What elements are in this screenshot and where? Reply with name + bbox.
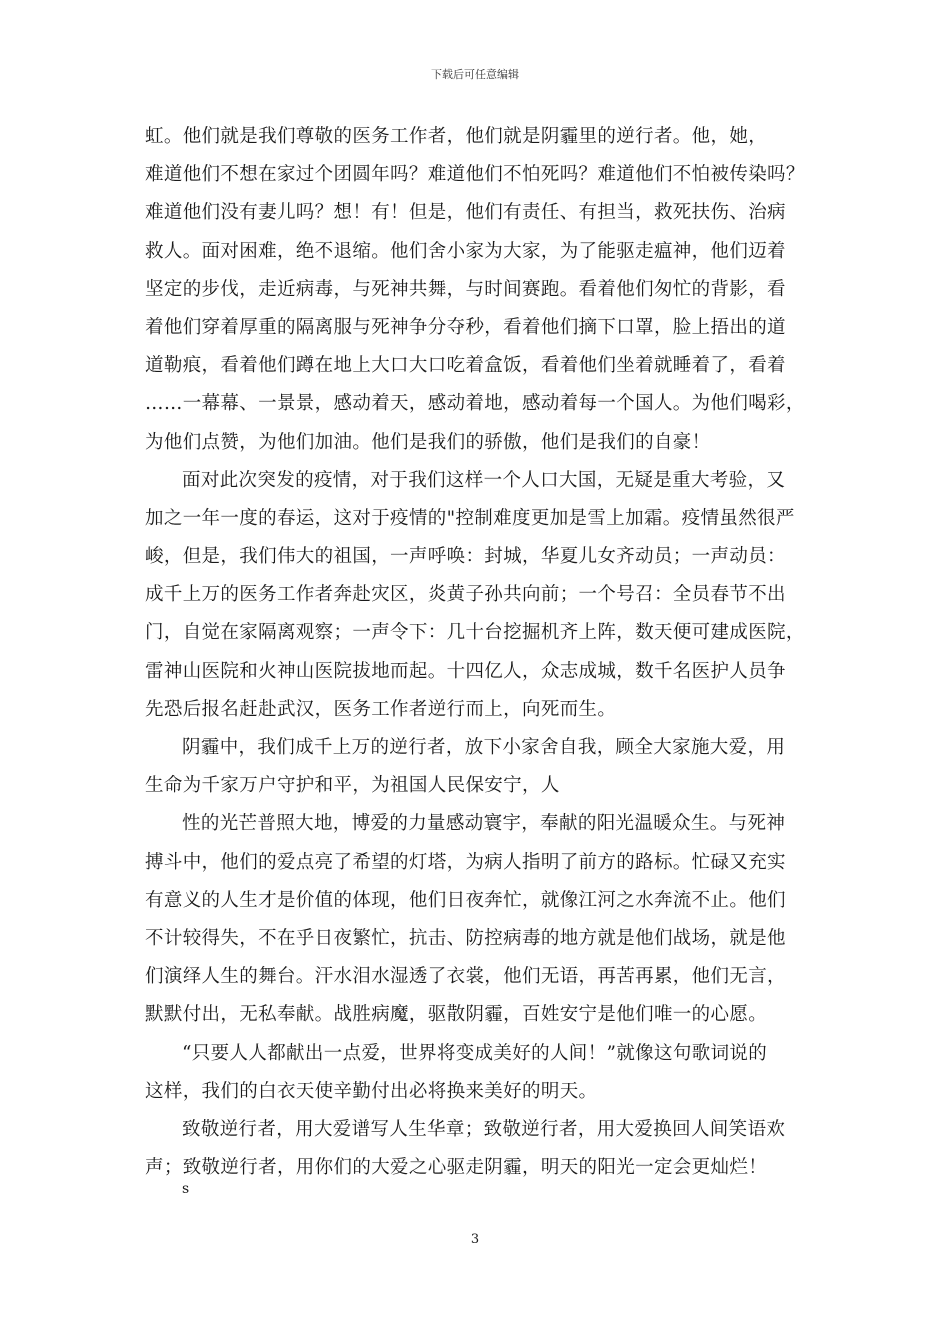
paragraph-start-line: 面对此次突发的疫情，对于我们这样一个人口大国，无疑是重大考验，又 xyxy=(182,469,786,491)
text-line: 生命为千家万户守护和平，为祖国人民保安宁，人 xyxy=(145,775,560,797)
document-body xyxy=(145,118,825,1187)
text-line: 道勒痕，看着他们蹲在地上大口大口吃着盒饭，看着他们坐着就睡着了，看着 xyxy=(145,355,786,377)
text-line: 雷神山医院和火神山医院拔地而起。十四亿人，众志成城，数千名医护人员争 xyxy=(145,660,786,682)
text-line: 有意义的人生才是价值的体现，他们日夜奔忙，就像江河之水奔流不止。他们 xyxy=(145,889,786,911)
paragraph-start-line: 致敬逆行者，用大爱谱写人生华章；致敬逆行者，用大爱换回人间笑语欢 xyxy=(182,1118,786,1140)
paragraph-start-line: 阴霾中，我们成千上万的逆行者，放下小家舍自我，顾全大家施大爱，用 xyxy=(182,737,786,758)
text-line: 救人。面对困难，绝不退缩。他们舍小家为大家，为了能驱走瘟神，他们迈着 xyxy=(145,240,786,262)
text-line: 这样，我们的白衣天使辛勤付出必将换来美好的明天。 xyxy=(145,1080,598,1102)
text-line: 先恐后报名赶赴武汉，医务工作者逆行而上，向死而生。 xyxy=(145,698,617,720)
text-line: ……一幕幕、一景景，感动着天，感动着地，感动着每一个国人。为他们喝彩， xyxy=(145,393,805,415)
text-line: 不计较得失，不在乎日夜繁忙，抗击、防控病毒的地方就是他们战场，就是他 xyxy=(145,927,786,949)
paragraph-start-line: “只要人人都献出一点爱，世界将变成美好的人间！”就像这句歌词说的 xyxy=(182,1042,768,1064)
text-line: 默默付出，无私奉献。战胜病魔，驱散阴霾，百姓安宁是他们唯一的心愿。 xyxy=(145,1004,768,1026)
text-line: 难道他们不想在家过个团圆年吗？难道他们不怕死吗？难道他们不怕被传染吗？ xyxy=(145,164,805,186)
text-line: 门，自觉在家隔离观察；一声令下：几十台挖掘机齐上阵，数天便可建成医院， xyxy=(145,622,805,644)
text-line: 峻，但是，我们伟大的祖国，一声呼唤：封城，华夏儿女齐动员；一声动员： xyxy=(145,546,786,568)
page-number: 3 xyxy=(470,1232,480,1247)
page-header: 下载后可任意编辑 xyxy=(431,68,519,81)
stray-marker: s xyxy=(182,1181,190,1197)
text-line: 搏斗中，他们的爱点亮了希望的灯塔，为病人指明了前方的路标。忙碌又充实 xyxy=(145,851,786,873)
text-line: 加之一年一度的春运，这对于疫情的"控制难度更加是雪上加霜。疫情虽然很严 xyxy=(145,507,795,529)
text-line: 虹。他们就是我们尊敬的医务工作者，他们就是阴霾里的逆行者。他，她， xyxy=(145,126,768,147)
text-line: 们演绎人生的舞台。汗水泪水湿透了衣裳，他们无语，再苦再累，他们无言， xyxy=(145,966,786,988)
text-line: 成千上万的医务工作者奔赴灾区，炎黄子孙共向前；一个号召：全员春节不出 xyxy=(145,584,786,606)
text-line: 声；致敬逆行者，用你们的大爱之心驱走阴霾，明天的阳光一定会更灿烂！ xyxy=(145,1157,768,1179)
text-line: 为他们点赞，为他们加油。他们是我们的骄傲，他们是我们的自豪！ xyxy=(145,431,711,453)
text-line: 难道他们没有妻儿吗？想！有！但是，他们有责任、有担当，救死扶伤、治病 xyxy=(145,202,786,224)
paragraph-start-line: 性的光芒普照大地，博爱的力量感动寰宇，奉献的阳光温暖众生。与死神 xyxy=(182,813,786,835)
text-line: 坚定的步伐，走近病毒，与死神共舞，与时间赛跑。看着他们匆忙的背影，看 xyxy=(145,278,786,300)
text-line: 着他们穿着厚重的隔离服与死神争分夺秒，看着他们摘下口罩，脸上捂出的道 xyxy=(145,316,786,338)
